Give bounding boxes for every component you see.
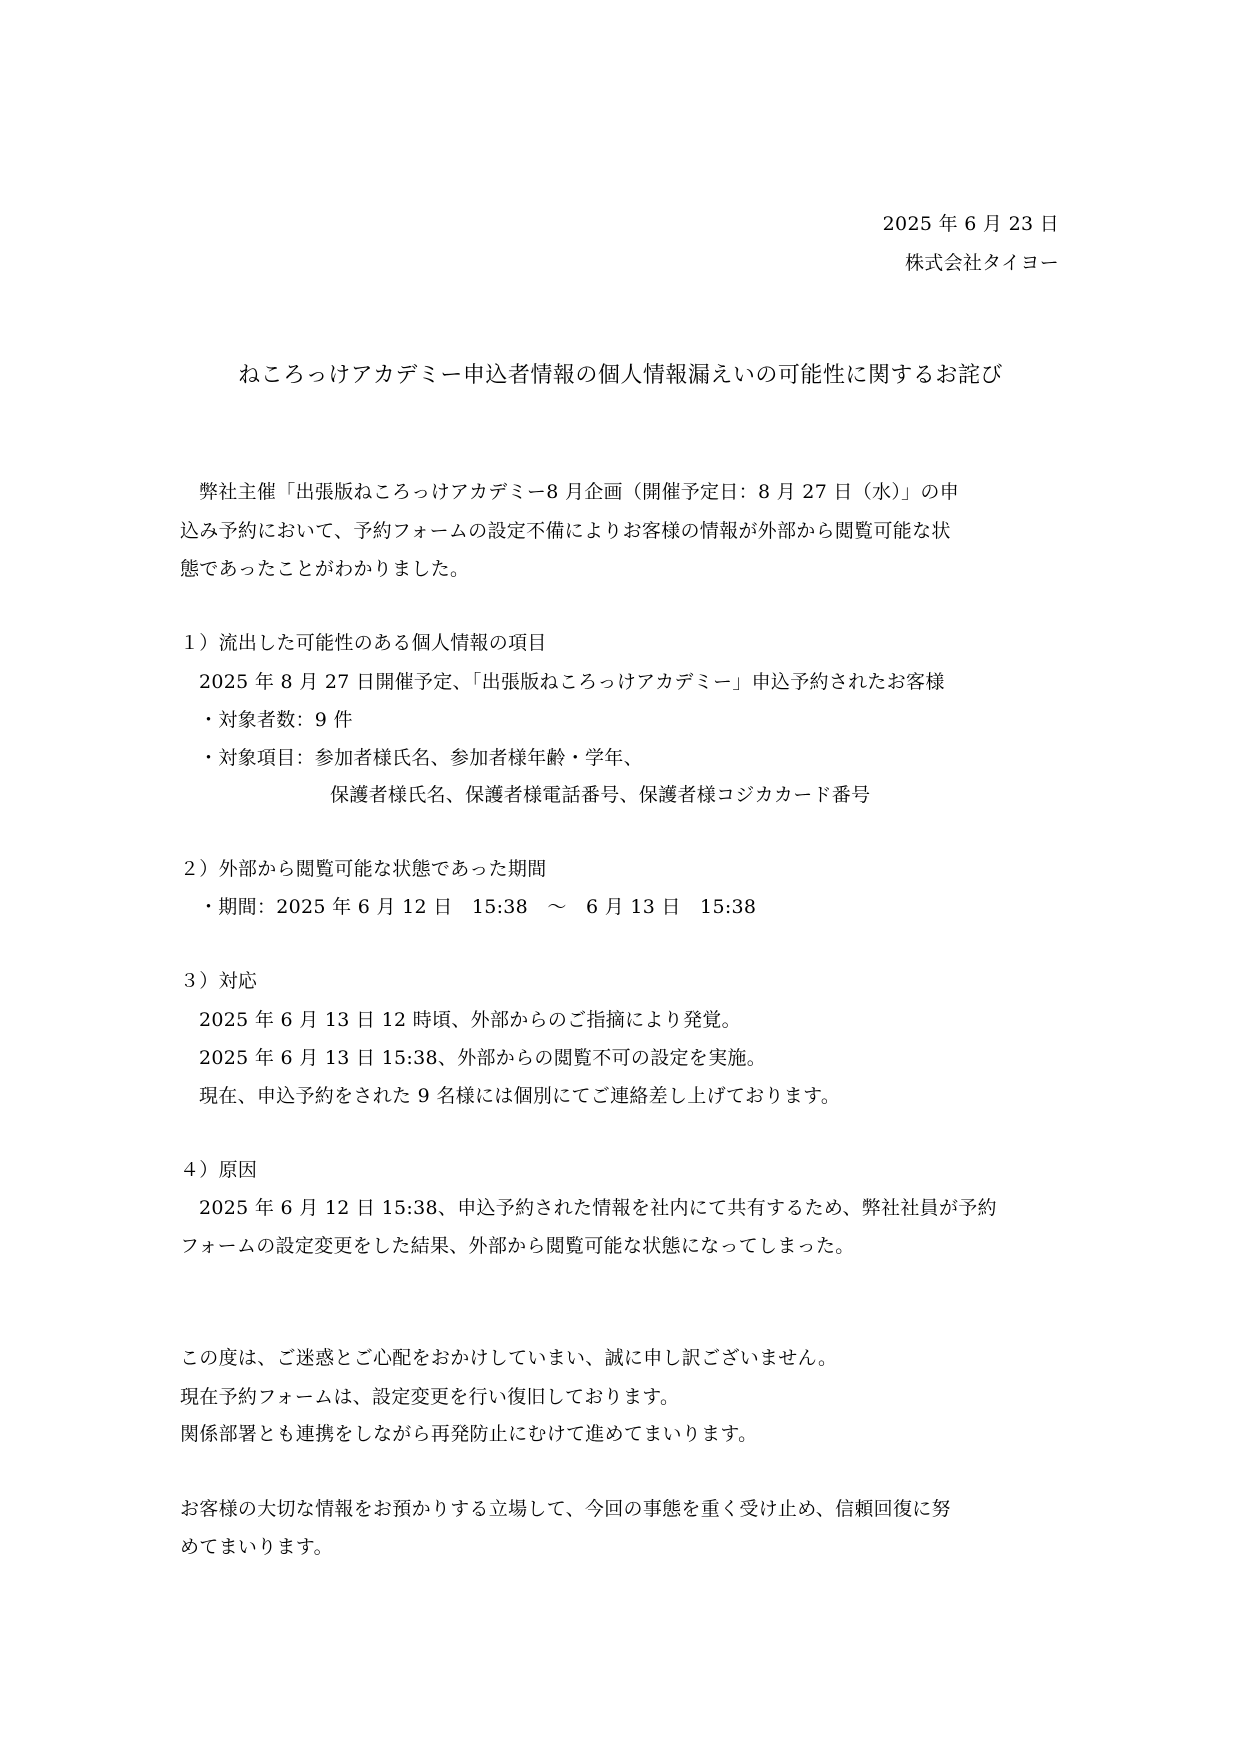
closing-line-1: この度は、ご迷惑とご心配をおかけしていまい、誠に申し訳ございません。 <box>180 1347 838 1369</box>
section-1-line-4: 保護者様氏名、保護者様電話番号、保護者様コジカカード番号 <box>330 784 871 806</box>
section-3-line-2: 2025 年 6 月 13 日 15:38、外部からの閲覧不可の設定を実施。 <box>199 1047 767 1069</box>
section-1-line-2: ・対象者数：9 件 <box>199 709 353 731</box>
intro-line-2: 込み予約において、予約フォームの設定不備によりお客様の情報が外部から閲覧可能な状 <box>180 520 951 542</box>
closing-line-3: 関係部署とも連携をしながら再発防止にむけて進めてまいります。 <box>180 1423 758 1445</box>
section-1-line-1: 2025 年 8 月 27 日開催予定、「出張版ねころっけアカデミー」申込予約されたお客様 <box>199 671 945 693</box>
section-3-line-1: 2025 年 6 月 13 日 12 時頃、外部からのご指摘により発覚。 <box>199 1009 741 1031</box>
section-1-heading: １）流出した可能性のある個人情報の項目 <box>180 632 547 654</box>
section-4-line-1: 2025 年 6 月 12 日 15:38、申込予約された情報を社内にて共有するため、弊社社員が予約 <box>199 1197 997 1219</box>
section-1-line-3: ・対象項目：参加者様氏名、参加者様年齢・学年、 <box>199 747 643 769</box>
document-date: 2025 年 6 月 23 日 <box>882 213 1059 235</box>
intro-line-1: 弊社主催「出張版ねころっけアカデミー8 月企画（開催予定日：8 月 27 日（水）」の申 <box>199 481 960 503</box>
section-2-heading: ２）外部から閲覧可能な状態であった期間 <box>180 858 547 880</box>
document-title: ねころっけアカデミー申込者情報の個人情報漏えいの可能性に関するお詫び <box>238 363 1003 388</box>
section-3-line-3: 現在、申込予約をされた 9 名様には個別にてご連絡差し上げております。 <box>199 1085 841 1107</box>
section-3-heading: ３）対応 <box>180 970 258 992</box>
final-line-1: お客様の大切な情報をお預かりする立場して、今回の事態を重く受け止め、信頼回復に努 <box>180 1498 951 1520</box>
closing-line-2: 現在予約フォームは、設定変更を行い復旧しております。 <box>180 1386 680 1408</box>
section-4-heading: ４）原因 <box>180 1159 258 1181</box>
section-4-line-2: フォームの設定変更をした結果、外部から閲覧可能な状態になってしまった。 <box>180 1235 855 1257</box>
intro-line-3: 態であったことがわかりました。 <box>180 558 470 580</box>
final-line-2: めてまいります。 <box>180 1536 333 1558</box>
section-2-line-1: ・期間：2025 年 6 月 12 日 15:38 ～ 6 月 13 日 15:38 <box>199 896 757 918</box>
company-name: 株式会社タイヨー <box>904 252 1059 274</box>
